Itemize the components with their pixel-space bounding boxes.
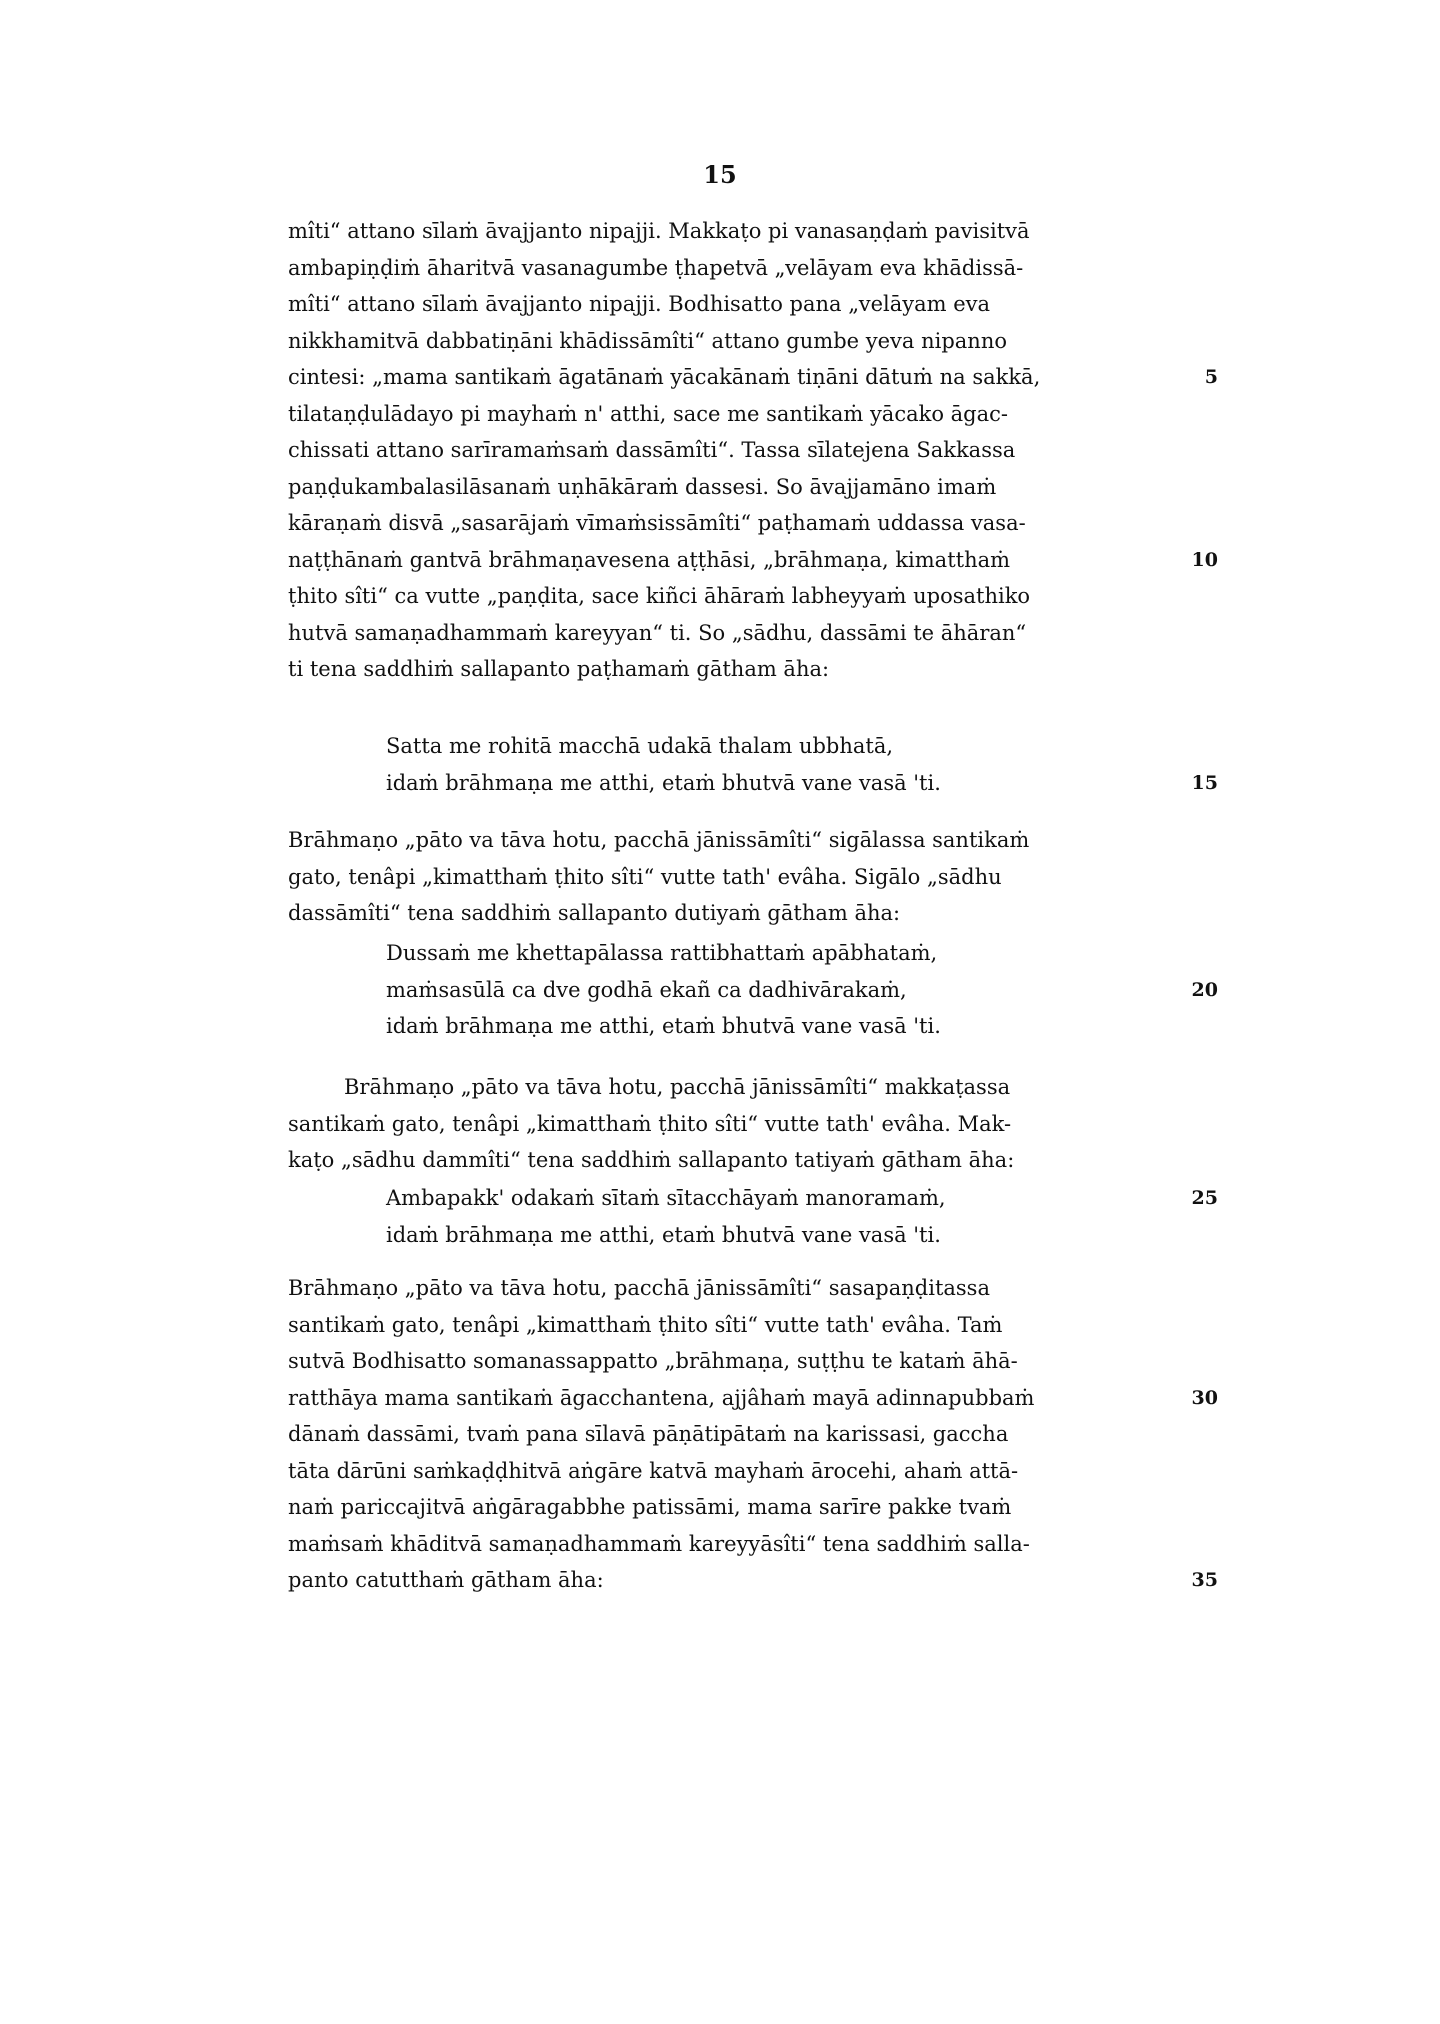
text-line: [288, 615, 1200, 652]
prose-paragraph-4: [288, 1270, 1218, 1599]
text-line: [288, 1142, 1200, 1179]
line-text: ambapiṇḍiṁ āharitvā vasanagumbe ṭhapetvā „velāyam eva khādissā-: [288, 255, 1024, 280]
line-text: naṭṭhānaṁ gantvā brāhmaṇavesena aṭṭhāsi, „brāhmaṇa, kimatthaṁ: [288, 547, 1011, 572]
line-text: dānaṁ dassāmi, tvaṁ pana sīlavā pāṇātipātaṁ na karissasi, gaccha: [288, 1422, 1009, 1446]
text-line: [288, 286, 1200, 323]
line-text: kaṭo „sādhu dammîti“ tena saddhiṁ sallapanto tatiyaṁ gātham āha:: [288, 1148, 1015, 1172]
line-text: Dussaṁ me khettapālassa rattibhattaṁ apābhataṁ,: [386, 941, 938, 965]
line-text: mîti“ attano sīlaṁ āvajjanto nipajji. Bodhisatto pana „velāyam eva: [288, 292, 991, 316]
line-text: paṇḍukambalasilāsanaṁ uṇhākāraṁ dassesi. So āvajjamāno imaṁ: [288, 474, 997, 499]
line-text: chissati attano sarīramaṁsaṁ dassāmîti“. Tassa sīlatejena Sakkassa: [288, 438, 1016, 462]
page-number: 15: [703, 160, 737, 189]
text-line: [288, 432, 1200, 469]
verse-stanza-2: [288, 935, 1218, 1045]
line-text: mîti“ attano sīlaṁ āvajjanto nipajji. Makkaṭo pi vanasaṇḍaṁ pavisitvā: [288, 219, 1030, 243]
text-line: [288, 396, 1200, 433]
text-line: [288, 1489, 1200, 1526]
line-number: 20: [1191, 978, 1218, 1001]
verse-line: [288, 765, 1218, 802]
line-text: Brāhmaṇo „pāto va tāva hotu, pacchā jānissāmîti“ sigālassa santikaṁ: [288, 828, 1030, 852]
text-line: [288, 505, 1200, 542]
prose-paragraph-3: [288, 1069, 1200, 1179]
text-line: [288, 1526, 1200, 1563]
prose-paragraph-2: [288, 822, 1200, 932]
text-line: [288, 1307, 1200, 1344]
line-text: Brāhmaṇo „pāto va tāva hotu, pacchā jānissāmîti“ sasapaṇḍitassa: [288, 1276, 990, 1300]
text-line: [288, 1453, 1200, 1490]
verse-line: [288, 1180, 1218, 1217]
text-line: [288, 651, 1200, 688]
text-line: [288, 359, 1218, 396]
text-line: [288, 1562, 1218, 1599]
text-line: [288, 822, 1200, 859]
line-text: Ambapakk' odakaṁ sītaṁ sītacchāyaṁ manoramaṁ,: [386, 1186, 946, 1210]
text-line: [288, 542, 1218, 579]
line-text: cintesi: „mama santikaṁ āgatānaṁ yācakānaṁ tiṇāni dātuṁ na sakkā,: [288, 365, 1041, 389]
line-text: maṁsasūlā ca dve godhā ekañ ca dadhivārakaṁ,: [386, 977, 907, 1002]
line-text: gato, tenâpi „kimatthaṁ ṭhito sîti“ vutte tath' evâha. Sigālo „sādhu: [288, 864, 1002, 889]
line-text: Satta me rohitā macchā udakā thalam ubbhatā,: [386, 734, 894, 758]
line-text: tilataṇḍulādayo pi mayhaṁ n' atthi, sace me santikaṁ yācako āgac-: [288, 401, 1008, 426]
text-line: [288, 1416, 1200, 1453]
text-line: [288, 895, 1200, 932]
verse-line: [288, 972, 1218, 1009]
line-text: idaṁ brāhmaṇa me atthi, etaṁ bhutvā vane vasā 'ti.: [386, 1222, 941, 1247]
line-number: 15: [1191, 771, 1218, 794]
line-text: hutvā samaṇadhammaṁ kareyyan“ ti. So „sādhu, dassāmi te āhāran“: [288, 620, 1027, 645]
text-line: [288, 859, 1200, 896]
prose-paragraph-1: [288, 213, 1218, 688]
line-number: 25: [1191, 1187, 1218, 1209]
verse-stanza-3: [288, 1180, 1218, 1253]
line-text: sutvā Bodhisatto somanassappatto „brāhmaṇa, suṭṭhu te kataṁ āhā-: [288, 1349, 1018, 1373]
text-line: [288, 1069, 1200, 1106]
line-text: maṁsaṁ khāditvā samaṇadhammaṁ kareyyāsîti“ tena saddhiṁ salla-: [288, 1531, 1030, 1556]
line-text: idaṁ brāhmaṇa me atthi, etaṁ bhutvā vane vasā 'ti.: [386, 1014, 941, 1038]
text-line: [288, 250, 1200, 287]
line-number: 10: [1191, 548, 1218, 571]
line-number: 5: [1204, 366, 1218, 388]
line-text: santikaṁ gato, tenâpi „kimatthaṁ ṭhito sîti“ vutte tath' evâha. Mak-: [288, 1111, 1012, 1136]
verse-stanza-1: [288, 728, 1218, 801]
line-text: ṭhito sîti“ ca vutte „paṇḍita, sace kiñci āhāraṁ labheyyaṁ uposathiko: [288, 584, 1031, 608]
text-line: [288, 1106, 1200, 1143]
verse-line: [288, 1217, 1200, 1254]
text-line: [288, 1343, 1200, 1380]
line-text: idaṁ brāhmaṇa me atthi, etaṁ bhutvā vane vasā 'ti.: [386, 770, 941, 795]
line-text: panto catutthaṁ gātham āha:: [288, 1568, 604, 1592]
verse-line: [288, 1008, 1200, 1045]
line-text: tāta dārūni saṁkaḍḍhitvā aṅgāre katvā mayhaṁ ārocehi, ahaṁ attā-: [288, 1458, 1019, 1483]
text-line: [288, 1270, 1200, 1307]
text-line: [288, 213, 1200, 250]
text-line: [288, 323, 1200, 360]
verse-line: [288, 728, 1200, 765]
line-number: 30: [1191, 1386, 1218, 1409]
line-text: Brāhmaṇo „pāto va tāva hotu, pacchā jānissāmîti“ makkaṭassa: [344, 1075, 1011, 1099]
text-line: [288, 578, 1200, 615]
verse-line: [288, 935, 1200, 972]
line-text: ratthāya mama santikaṁ āgacchantena, ajjâhaṁ mayā adinnapubbaṁ: [288, 1385, 1035, 1410]
line-text: nikkhamitvā dabbatiṇāni khādissāmîti“ attano gumbe yeva nipanno: [288, 328, 1007, 353]
line-text: naṁ pariccajitvā aṅgāragabbhe patissāmi, mama sarīre pakke tvaṁ: [288, 1495, 1012, 1519]
line-text: dassāmîti“ tena saddhiṁ sallapanto dutiyaṁ gātham āha:: [288, 901, 901, 925]
line-number: 35: [1191, 1569, 1218, 1591]
text-line: [288, 469, 1200, 506]
text-line: [288, 1380, 1218, 1417]
line-text: santikaṁ gato, tenâpi „kimatthaṁ ṭhito sîti“ vutte tath' evâha. Taṁ: [288, 1312, 1003, 1337]
line-text: ti tena saddhiṁ sallapanto paṭhamaṁ gātham āha:: [288, 657, 830, 681]
line-text: kāraṇaṁ disvā „sasarājaṁ vīmaṁsissāmîti“ paṭhamaṁ uddassa vasa-: [288, 511, 1026, 535]
